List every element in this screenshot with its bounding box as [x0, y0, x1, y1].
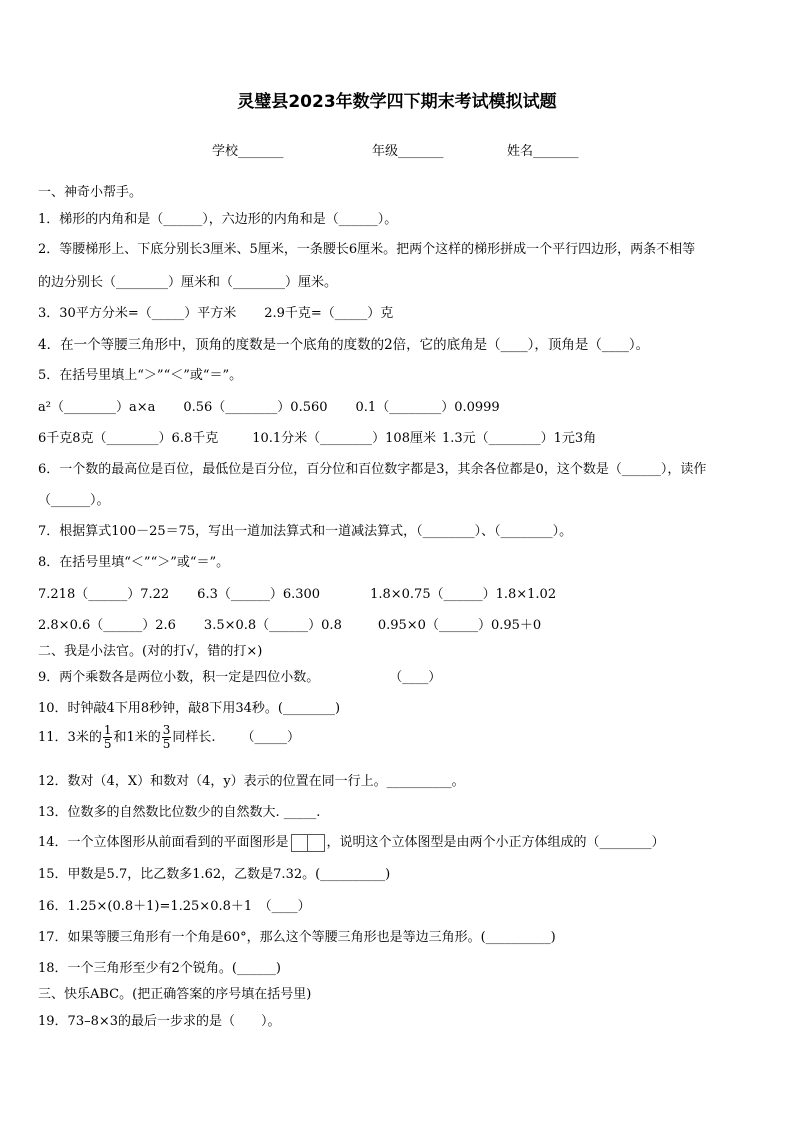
question-19: 19．73–8×3的最后一步求的是（ ）。 [38, 1014, 281, 1029]
question-7: 7．根据算式100－25＝75，写出一道加法算式和一道减法算式，（________）、（________）。 [38, 524, 573, 539]
fraction-one-fifth [103, 724, 113, 751]
question-9-blank: （____） [389, 670, 442, 685]
q8-item: 6.3（______）6.300 [197, 587, 321, 602]
question-11-text-a: 11．3米的 [38, 730, 102, 745]
question-5-row-2 [38, 427, 596, 446]
question-11-text-c: 同样长. [172, 730, 216, 745]
question-8: 8．在括号里填“＜”“＞”或“＝”。 [38, 555, 230, 570]
two-squares-figure [291, 834, 325, 852]
q8-item: 3.5×0.8（______）0.8 [203, 618, 342, 633]
question-9 [38, 666, 441, 685]
q5-item: 0.56（________）0.560 [183, 400, 328, 415]
grade-field: 年级_______ [372, 144, 444, 159]
question-14-text-b: ，说明这个立体图型是由两个小正方体组成的（________） [326, 835, 665, 850]
question-13: 13．位数多的自然数比位数少的自然数大. _____. [38, 805, 321, 820]
section-1-heading: 一、神奇小帮手。 [38, 185, 143, 200]
question-12: 12．数对（4，X）和数对（4，y）表示的位置在同一行上。__________。 [38, 774, 465, 789]
q8-item: 1.8×0.75（______）1.8×1.02 [370, 587, 557, 602]
q8-item: 0.95×0（______）0.95＋0 [377, 618, 542, 633]
q5-item: 6千克8克（________）6.8千克 [38, 431, 219, 446]
question-2-line-2: 的边分别长（________）厘米和（________）厘米。 [38, 275, 338, 290]
question-1: 1．梯形的内角和是（______），六边形的内角和是（______）。 [38, 212, 398, 227]
section-2-heading: 二、我是小法官。(对的打√，错的打×) [38, 644, 263, 659]
question-11 [38, 724, 300, 751]
name-field: 姓名_______ [507, 144, 579, 159]
fraction-numerator: 1 [103, 723, 112, 737]
question-10: 10．时钟敲4下用8秒钟，敲8下用34秒。(________) [38, 701, 341, 716]
question-11-text-b: 和1米的 [113, 730, 161, 745]
q8-item: 2.8×0.6（______）2.6 [38, 618, 176, 633]
question-3-part-a: 3．30平方分米=（_____）平方米 [38, 306, 237, 321]
question-16: 16．1.25×(0.8＋1)=1.25×0.8＋1 （____） [38, 899, 311, 914]
question-3-part-b: 2.9千克=（_____）克 [264, 306, 394, 321]
fraction-denominator: 5 [103, 737, 112, 751]
fraction-three-fifths [162, 724, 172, 751]
question-4: 4．在一个等腰三角形中，顶角的度数是一个底角的度数的2倍，它的底角是（____），顶角是（____）。 [38, 337, 650, 353]
question-6-line-2: （______）。 [38, 493, 110, 508]
fraction-numerator: 3 [162, 723, 171, 737]
question-2-line-1: 2．等腰梯形上、下底分别长3厘米、5厘米，一条腰长6厘米。把两个这样的梯形拼成一个平行四边形，两条不相等 [38, 242, 696, 257]
q5-item: 10.1分米（________）108厘米 [252, 431, 436, 446]
q5-item: 1.3元（________）1元3角 [441, 431, 597, 446]
question-3 [38, 302, 393, 321]
question-17: 17．如果等腰三角形有一个角是60°，那么这个等腰三角形也是等边三角形。(__________) [38, 930, 556, 945]
question-9-text: 9．两个乘数各是两位小数，积一定是四位小数。 [38, 670, 320, 685]
question-5-row-1 [38, 396, 500, 415]
page-title: 灵璧县2023年数学四下期末考试模拟试题 [237, 92, 557, 112]
question-5: 5．在括号里填上“＞”“＜”或“＝”。 [38, 368, 243, 383]
question-8-row-2 [38, 614, 541, 633]
question-14 [38, 831, 665, 852]
question-6-line-1: 6．一个数的最高位是百位，最低位是百分位，百分位和百位数字都是3，其余各位都是0，这个数是（______），读作 [38, 462, 707, 477]
q8-item: 7.218（______）7.22 [38, 587, 170, 602]
fraction-denominator: 5 [162, 737, 171, 751]
school-field: 学校_______ [212, 144, 284, 159]
q5-item: a²（________）a×a [38, 400, 156, 415]
question-14-text-a: 14．一个立体图形从前面看到的平面图形是 [38, 835, 289, 850]
section-3-heading: 三、快乐ABC。(把正确答案的序号填在括号里) [38, 987, 312, 1002]
question-8-row-1 [38, 583, 556, 602]
question-15: 15．甲数是5.7，比乙数多1.62，乙数是7.32。(__________) [38, 867, 391, 882]
question-18: 18．一个三角形至少有2个锐角。(______) [38, 961, 281, 976]
q5-item: 0.1（________）0.0999 [355, 400, 500, 415]
question-11-blank: （_____） [241, 730, 301, 745]
